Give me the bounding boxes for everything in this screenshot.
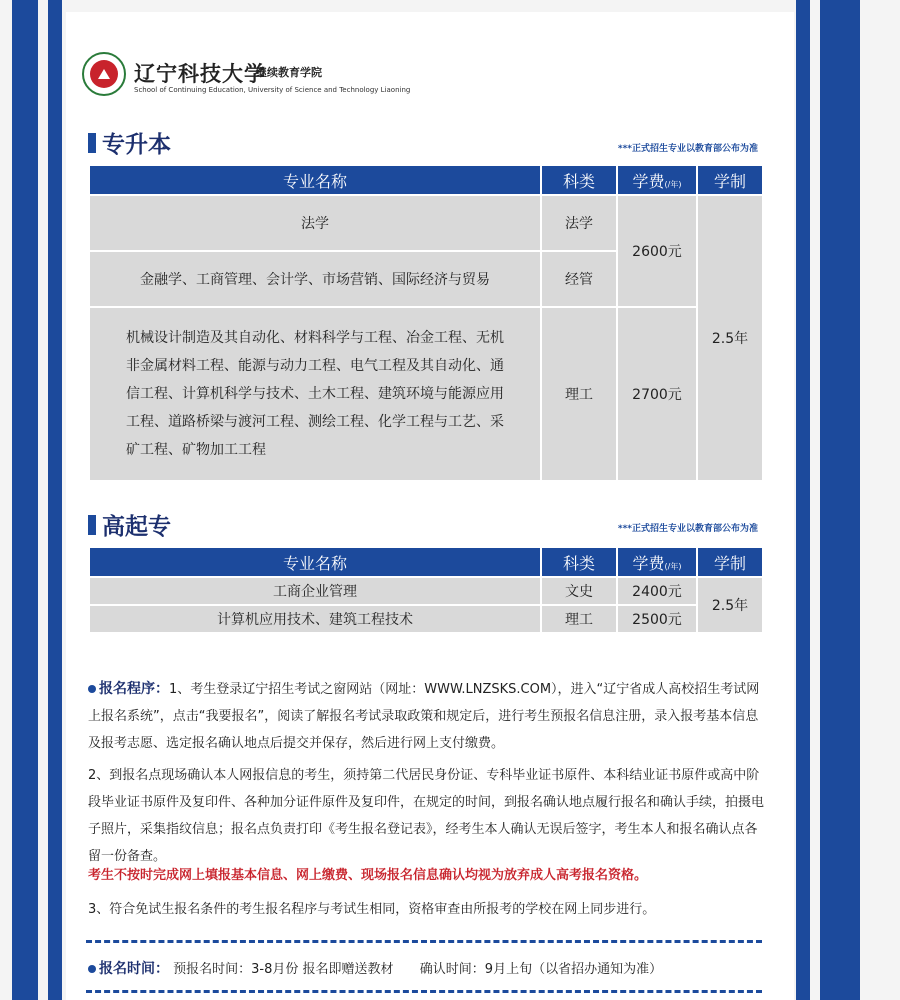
header-category: 科类 [541, 547, 617, 577]
procedure-label: 报名程序： [88, 681, 169, 697]
left-stripe-outer [12, 0, 38, 1000]
table-header [89, 165, 763, 195]
header-duration: 学制 [697, 165, 763, 195]
section-title-gqz [88, 508, 171, 541]
table-row [89, 307, 763, 481]
timing-label: 报名时间： [88, 961, 169, 977]
table-zsb [88, 164, 764, 482]
cell-fee: 2400元 [617, 577, 697, 605]
bullet-icon [88, 965, 96, 973]
procedure-paragraph-1 [88, 676, 764, 757]
procedure-step-3: 3、符合免试生报名条件的考生报名程序与考试生相同，资格审查由所报考的学校在网上同步进行。 [88, 902, 656, 917]
cell-duration: 2.5年 [697, 195, 763, 481]
section-bar [88, 133, 96, 153]
school-subname: 继续教育学院 [256, 66, 322, 79]
table-row [89, 195, 763, 251]
cell-major: 法学 [89, 195, 541, 251]
header-major: 专业名称 [89, 547, 541, 577]
cell-category: 经管 [541, 251, 617, 307]
cell-category: 理工 [541, 605, 617, 633]
cell-duration: 2.5年 [697, 577, 763, 633]
left-stripe-inner [48, 0, 62, 1000]
section-title-text: 专升本 [102, 132, 171, 158]
procedure-step-1: 1、考生登录辽宁招生考试之窗网站（网址：WWW.LNZSKS.COM），进入“辽宁省成人高校招生考试网上报名系统”，点击“我要报名”，阅读了解报名考试录取政策和规定后，进行考生预报名信息注册，录入报考基本信息及报考志愿、选定报名确认地点后提交并保存，然后进行网上支付缴费。 [88, 682, 760, 751]
section-title-text: 高起专 [102, 514, 171, 540]
header-fee: 学费(/年) [617, 165, 697, 195]
section-note: ***正式招生专业以教育部公布为准 [617, 524, 758, 534]
school-logo [82, 52, 126, 96]
divider [86, 990, 762, 993]
cell-major: 机械设计制造及其自动化、材料科学与工程、冶金工程、无机非金属材料工程、能源与动力工程、电气工程及其自动化、通信工程、计算机科学与技术、土木工程、建筑环境与能源应用工程、道路桥梁与渡河工程、测绘工程、化学工程与工艺、采矿工程、矿物加工工程 [89, 307, 541, 481]
cell-major: 金融学、工商管理、会计学、市场营销、国际经济与贸易 [89, 251, 541, 307]
header-fee: 学费(/年) [617, 547, 697, 577]
header-category: 科类 [541, 165, 617, 195]
table-row [89, 605, 763, 633]
cell-category: 法学 [541, 195, 617, 251]
cell-category: 理工 [541, 307, 617, 481]
table-row [89, 577, 763, 605]
table-header [89, 547, 763, 577]
school-name: 辽宁科技大学 [134, 61, 266, 86]
right-stripe-outer [820, 0, 860, 1000]
timing-line [88, 958, 662, 978]
divider [86, 940, 762, 943]
right-stripe-inner [796, 0, 810, 1000]
header-duration: 学制 [697, 547, 763, 577]
cell-major: 工商企业管理 [89, 577, 541, 605]
school-english-name: School of Continuing Education, University of Science and Technology Liaoning [134, 86, 411, 94]
cell-fee: 2500元 [617, 605, 697, 633]
section-note: ***正式招生专业以教育部公布为准 [617, 144, 758, 154]
timing-pre: 预报名时间：3-8月份 报名即赠送教材 [173, 962, 394, 977]
section-title-zsb [88, 126, 171, 159]
timing-confirm: 确认时间：9月上旬（以省招办通知为准） [419, 962, 663, 977]
table-gqz [88, 546, 764, 634]
bullet-icon [88, 685, 96, 693]
cell-major: 计算机应用技术、建筑工程技术 [89, 605, 541, 633]
procedure-step-2: 2、到报名点现场确认本人网报信息的考生，须持第二代居民身份证、专科毕业证书原件、本科结业证书原件或高中阶段毕业证书原件及复印件、各种加分证件原件及复印件，在规定的时间，到报名确认地点履行报名和确认手续，拍摄电子照片，采集指纹信息；报名点负责打印《考生报名登记表》，经考生本人确认无误后签字，考生本人和报名确认点各留一份备查。 [88, 768, 765, 864]
cell-fee: 2700元 [617, 307, 697, 481]
section-bar [88, 515, 96, 535]
cell-fee: 2600元 [617, 195, 697, 307]
procedure-warning: 考生不按时完成网上填报基本信息、网上缴费、现场报名信息确认均视为放弃成人高考报名资格。 [88, 868, 648, 883]
header-major: 专业名称 [89, 165, 541, 195]
cell-category: 文史 [541, 577, 617, 605]
